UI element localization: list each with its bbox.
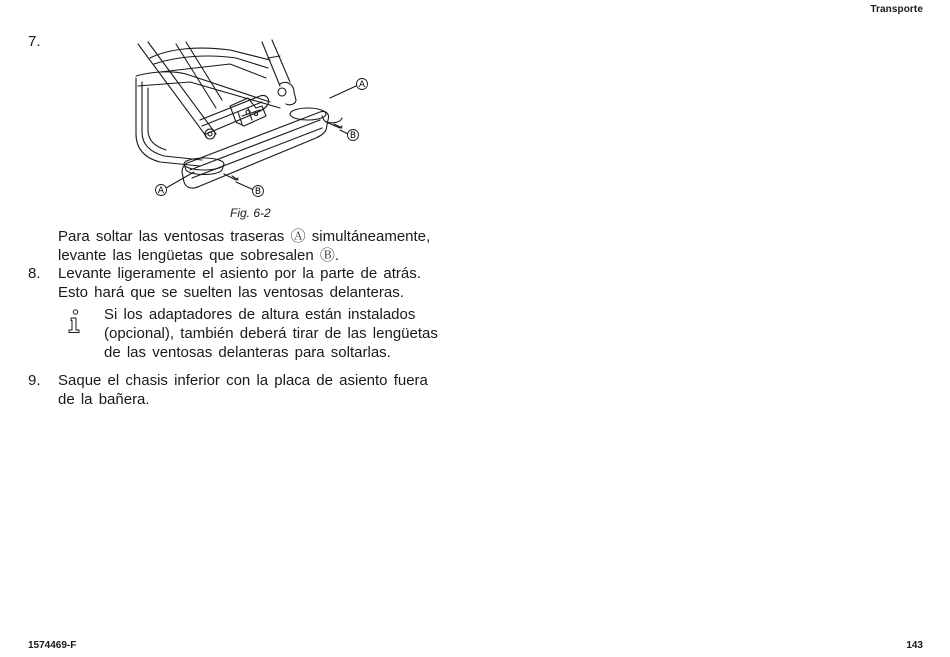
step7-line2-text: levante las lengüetas que sobresalen [58, 247, 320, 264]
step9-line1: Saque el chasis inferior con la placa de asiento fuera [58, 372, 428, 389]
figure-front-bar [182, 111, 329, 188]
figure-leader-b-front [236, 182, 254, 190]
figure-callout-b-rear [348, 130, 359, 142]
document-number: 1574469-F [28, 640, 77, 651]
figure-callout-b-front-label: B [254, 187, 262, 197]
note-line2: (opcional), también deberá tirar de las lengüetas [104, 325, 438, 342]
note-line1: Si los adaptadores de altura están instalados [104, 306, 416, 323]
figure-suction-cup-rear [290, 108, 326, 120]
step9-line2: de la bañera. [58, 391, 150, 408]
figure-leader-a-front [166, 172, 194, 188]
step8-line1: Levante ligeramente el asiento por la parte de atrás. [58, 265, 421, 282]
step9-paragraph [58, 371, 438, 409]
figure-callout-b-rear-label: B [349, 131, 357, 141]
figure-seat-suction-cups [130, 38, 380, 202]
marker-a: Ⓐ [290, 228, 306, 245]
step7-paragraph [58, 227, 438, 265]
page-number: 143 [906, 640, 923, 651]
marker-b: Ⓑ [319, 247, 335, 264]
figure-caption: Fig. 6-2 [230, 206, 271, 220]
step7-line1-text: Para soltar las ventosas traseras [58, 228, 291, 245]
step-number-8: 8. [28, 265, 41, 282]
step7-line2 [58, 246, 438, 265]
figure-callout-b-front [253, 186, 264, 198]
step7-line1-end: simultáneamente, [305, 228, 431, 245]
step-number-9: 9. [28, 372, 41, 389]
step8-paragraph [58, 264, 438, 302]
step8-line2: Esto hará que se suelten las ventosas delanteras. [58, 284, 404, 301]
header-section-title: Transporte [870, 4, 923, 15]
info-icon [66, 309, 82, 335]
note-text [104, 305, 449, 362]
figure-callout-a-front-label: A [157, 186, 165, 196]
figure-frame-left [136, 78, 200, 166]
step-number-7: 7. [28, 33, 41, 50]
figure-callout-a-rear-label: A [358, 80, 366, 90]
figure-suction-cup-front [184, 158, 224, 170]
step7-line2-end: . [334, 247, 340, 264]
figure-callout-a-rear [357, 79, 368, 91]
note-line3: de las ventosas delanteras para soltarlas. [104, 344, 391, 361]
step7-line1 [58, 227, 438, 246]
figure-callout-a-front [156, 185, 167, 197]
figure-leader-b-rear [340, 130, 348, 134]
figure-leader-a-rear [330, 86, 356, 98]
